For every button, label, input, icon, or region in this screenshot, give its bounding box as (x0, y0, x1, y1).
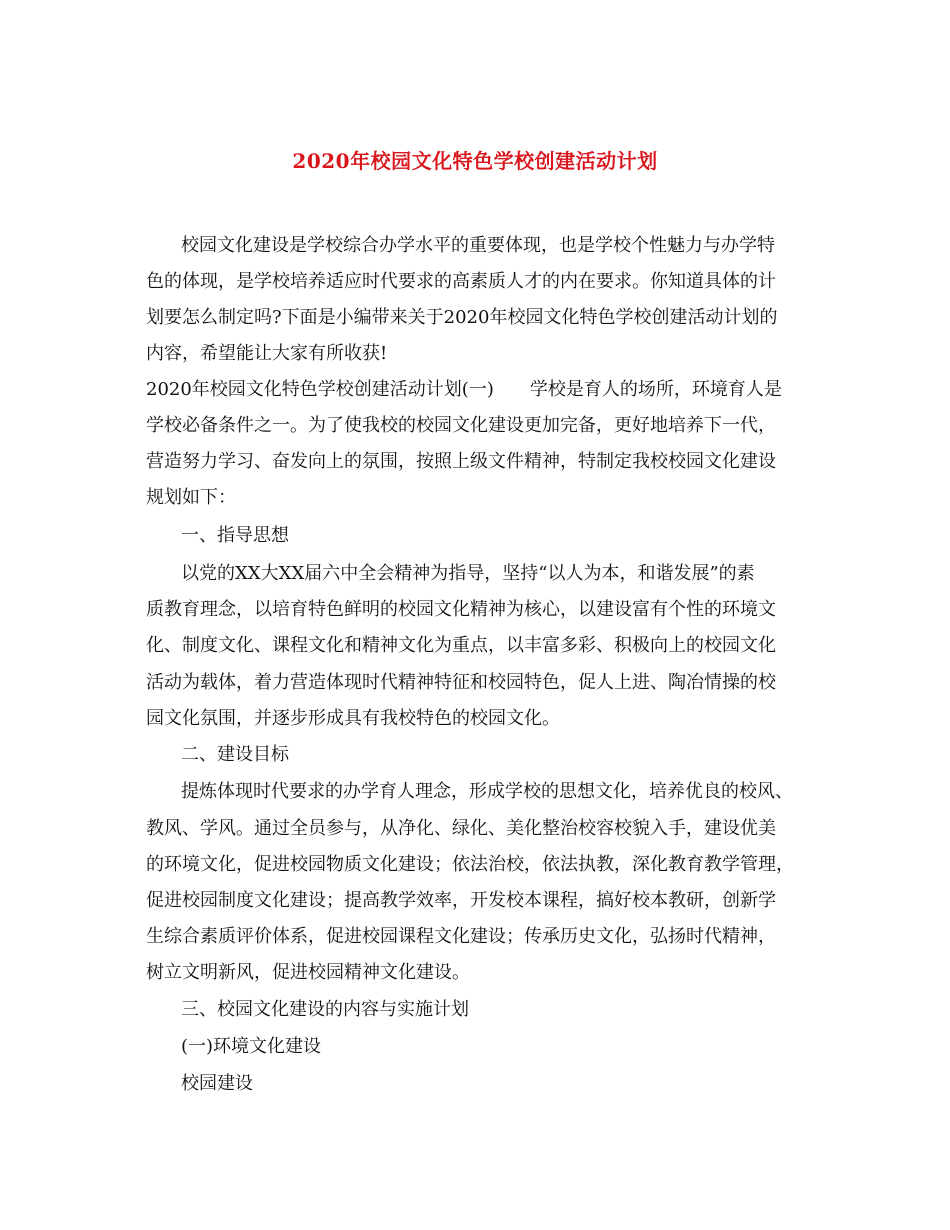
paragraph-line: 生综合素质评价体系，促进校园课程文化建设；传承历史文化，弘扬时代精神， (146, 926, 776, 947)
paragraph-line: 园文化氛围，并逐步形成具有我校特色的校园文化。 (146, 708, 560, 729)
paragraph-line: 教风、学风。通过全员参与，从净化、绿化、美化整治校容校貌入手，建设优美 (146, 818, 776, 839)
paragraph-line: 规划如下： (146, 487, 236, 508)
paragraph-line: 2020年校园文化特色学校创建活动计划(一) 学校是育人的场所，环境育人是 (146, 379, 782, 400)
paragraph-line: 活动为载体，着力营造体现时代精神特征和校园特色，促人上进、陶冶情操的校 (146, 672, 776, 693)
paragraph-line: 色的体现，是学校培养适应时代要求的高素质人才的内在要求。你知道具体的计 (146, 271, 776, 292)
paragraph-line: 提炼体现时代要求的办学育人理念，形成学校的思想文化，培养优良的校风、 (181, 781, 793, 802)
section-heading: 一、指导思想 (181, 525, 289, 546)
paragraph-line: 内容，希望能让大家有所收获! (146, 343, 388, 364)
paragraph-line: 树立文明新风，促进校园精神文化建设。 (146, 962, 470, 983)
paragraph-line: 的环境文化，促进校园物质文化建设；依法治校，依法执教，深化教育教学管理， (146, 854, 794, 875)
paragraph-line: 划要怎么制定吗?下面是小编带来关于2020年校园文化特色学校创建活动计划的 (146, 307, 778, 328)
paragraph-line: 以党的XX大XX届六中全会精神为指导，坚持“以人为本，和谐发展”的素 (181, 563, 755, 584)
section-heading: 二、建设目标 (181, 744, 289, 765)
paragraph-line: 营造努力学习、奋发向上的氛围，按照上级文件精神，特制定我校校园文化建设 (146, 451, 776, 472)
subsection-heading: (一)环境文化建设 (181, 1036, 322, 1057)
section-heading: 三、校园文化建设的内容与实施计划 (181, 999, 469, 1020)
subsection-heading: 校园建设 (181, 1073, 253, 1094)
paragraph-line: 质教育理念，以培育特色鲜明的校园文化精神为核心，以建设富有个性的环境文 (146, 599, 776, 620)
document-title: 2020年校园文化特色学校创建活动计划 (292, 149, 658, 173)
paragraph-line: 化、制度文化、课程文化和精神文化为重点，以丰富多彩、积极向上的校园文化 (146, 635, 776, 656)
paragraph-line: 促进校园制度文化建设；提高教学效率，开发校本课程，搞好校本教研，创新学 (146, 890, 776, 911)
paragraph-line: 校园文化建设是学校综合办学水平的重要体现，也是学校个性魅力与办学特 (181, 235, 775, 256)
paragraph-line: 学校必备条件之一。为了使我校的校园文化建设更加完备，更好地培养下一代， (146, 415, 776, 436)
